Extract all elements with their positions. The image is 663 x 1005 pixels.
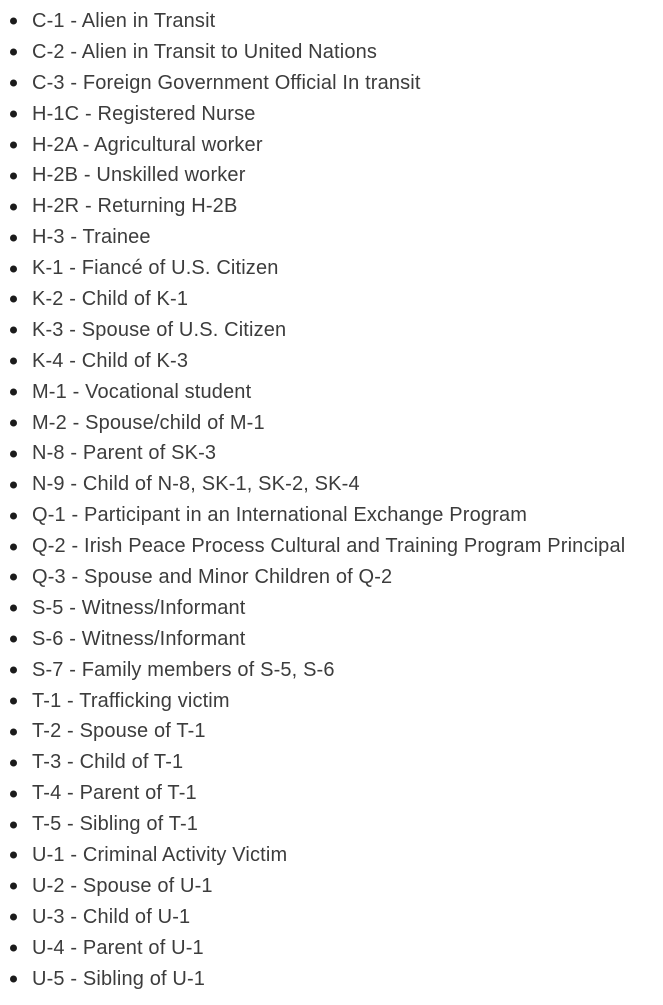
visa-item-label: Q-2 - Irish Peace Process Cultural and Training Program Principal: [32, 535, 626, 558]
list-item: [0, 469, 663, 500]
visa-item-label: U-1 - Criminal Activity Victim: [32, 843, 288, 866]
visa-item-label: U-3 - Child of U-1: [32, 905, 191, 928]
list-item: [0, 377, 663, 408]
bullet-icon: [10, 111, 17, 118]
bullet-icon: [10, 327, 17, 334]
visa-item-label: T-1 - Trafficking victim: [32, 689, 230, 712]
visa-item-label: H-3 - Trainee: [32, 226, 151, 249]
list-item: [0, 964, 663, 995]
bullet-icon: [10, 945, 17, 952]
visa-item-label: T-5 - Sibling of T-1: [32, 813, 199, 836]
visa-item-label: T-4 - Parent of T-1: [32, 782, 197, 805]
visa-item-label: U-5 - Sibling of U-1: [32, 967, 206, 990]
list-item: [0, 778, 663, 809]
list-item: [0, 408, 663, 439]
bullet-icon: [10, 203, 17, 210]
list-item: [0, 531, 663, 562]
list-item: [0, 933, 663, 964]
bullet-icon: [10, 358, 17, 365]
visa-item-label: C-3 - Foreign Government Official In transit: [32, 71, 421, 94]
bullet-icon: [10, 142, 17, 149]
list-item: [0, 130, 663, 161]
visa-item-label: H-2R - Returning H-2B: [32, 195, 238, 218]
list-item: [0, 562, 663, 593]
bullet-icon: [10, 450, 17, 457]
bullet-icon: [10, 698, 17, 705]
bullet-icon: [10, 883, 17, 890]
visa-item-label: U-2 - Spouse of U-1: [32, 874, 213, 897]
list-item: [0, 284, 663, 315]
bullet-icon: [10, 18, 17, 25]
bullet-icon: [10, 389, 17, 396]
list-item: [0, 593, 663, 624]
bullet-icon: [10, 49, 17, 56]
visa-item-label: C-2 - Alien in Transit to United Nations: [32, 40, 378, 63]
bullet-icon: [10, 172, 17, 179]
bullet-icon: [10, 605, 17, 612]
visa-item-label: N-9 - Child of N-8, SK-1, SK-2, SK-4: [32, 473, 360, 496]
list-item: [0, 871, 663, 902]
bullet-icon: [10, 296, 17, 303]
list-item: [0, 809, 663, 840]
list-item: [0, 222, 663, 253]
visa-item-label: M-2 - Spouse/child of M-1: [32, 411, 265, 434]
bullet-icon: [10, 852, 17, 859]
list-item: [0, 840, 663, 871]
visa-item-label: U-4 - Parent of U-1: [32, 936, 204, 959]
list-item: [0, 624, 663, 655]
visa-item-label: H-1C - Registered Nurse: [32, 102, 256, 125]
list-item: [0, 6, 663, 37]
bullet-icon: [10, 420, 17, 427]
list-item: [0, 500, 663, 531]
bullet-icon: [10, 976, 17, 983]
list-item: [0, 253, 663, 284]
visa-item-label: H-2A - Agricultural worker: [32, 133, 263, 156]
list-item: [0, 346, 663, 377]
list-item: [0, 655, 663, 686]
visa-item-label: C-1 - Alien in Transit: [32, 9, 216, 32]
bullet-icon: [10, 512, 17, 519]
visa-item-label: T-3 - Child of T-1: [32, 751, 184, 774]
list-item: [0, 686, 663, 717]
bullet-icon: [10, 759, 17, 766]
list-item: [0, 902, 663, 933]
bullet-icon: [10, 234, 17, 241]
visa-item-label: K-4 - Child of K-3: [32, 349, 189, 372]
bullet-icon: [10, 265, 17, 272]
visa-item-label: K-1 - Fiancé of U.S. Citizen: [32, 257, 279, 280]
bullet-icon: [10, 667, 17, 674]
visa-item-label: H-2B - Unskilled worker: [32, 164, 246, 187]
visa-item-label: K-2 - Child of K-1: [32, 287, 189, 310]
list-item: [0, 315, 663, 346]
list-item: [0, 160, 663, 191]
list-item: [0, 191, 663, 222]
bullet-icon: [10, 821, 17, 828]
list-item: [0, 99, 663, 130]
visa-item-label: T-2 - Spouse of T-1: [32, 720, 206, 743]
bullet-icon: [10, 636, 17, 643]
list-item: [0, 68, 663, 99]
visa-item-label: N-8 - Parent of SK-3: [32, 442, 217, 465]
bullet-icon: [10, 80, 17, 87]
bullet-icon: [10, 790, 17, 797]
visa-item-label: Q-1 - Participant in an International Exchange Program: [32, 504, 528, 527]
list-item: [0, 716, 663, 747]
visa-item-label: S-7 - Family members of S-5, S-6: [32, 658, 335, 681]
visa-item-label: Q-3 - Spouse and Minor Children of Q-2: [32, 565, 393, 588]
list-item: [0, 37, 663, 68]
visa-item-label: M-1 - Vocational student: [32, 380, 252, 403]
bullet-icon: [10, 728, 17, 735]
visa-item-label: K-3 - Spouse of U.S. Citizen: [32, 318, 287, 341]
bullet-icon: [10, 543, 17, 550]
visa-item-label: S-5 - Witness/Informant: [32, 596, 246, 619]
bullet-icon: [10, 914, 17, 921]
visa-item-label: S-6 - Witness/Informant: [32, 627, 246, 650]
bullet-icon: [10, 574, 17, 581]
bullet-icon: [10, 481, 17, 488]
list-item: [0, 747, 663, 778]
list-item: [0, 438, 663, 469]
